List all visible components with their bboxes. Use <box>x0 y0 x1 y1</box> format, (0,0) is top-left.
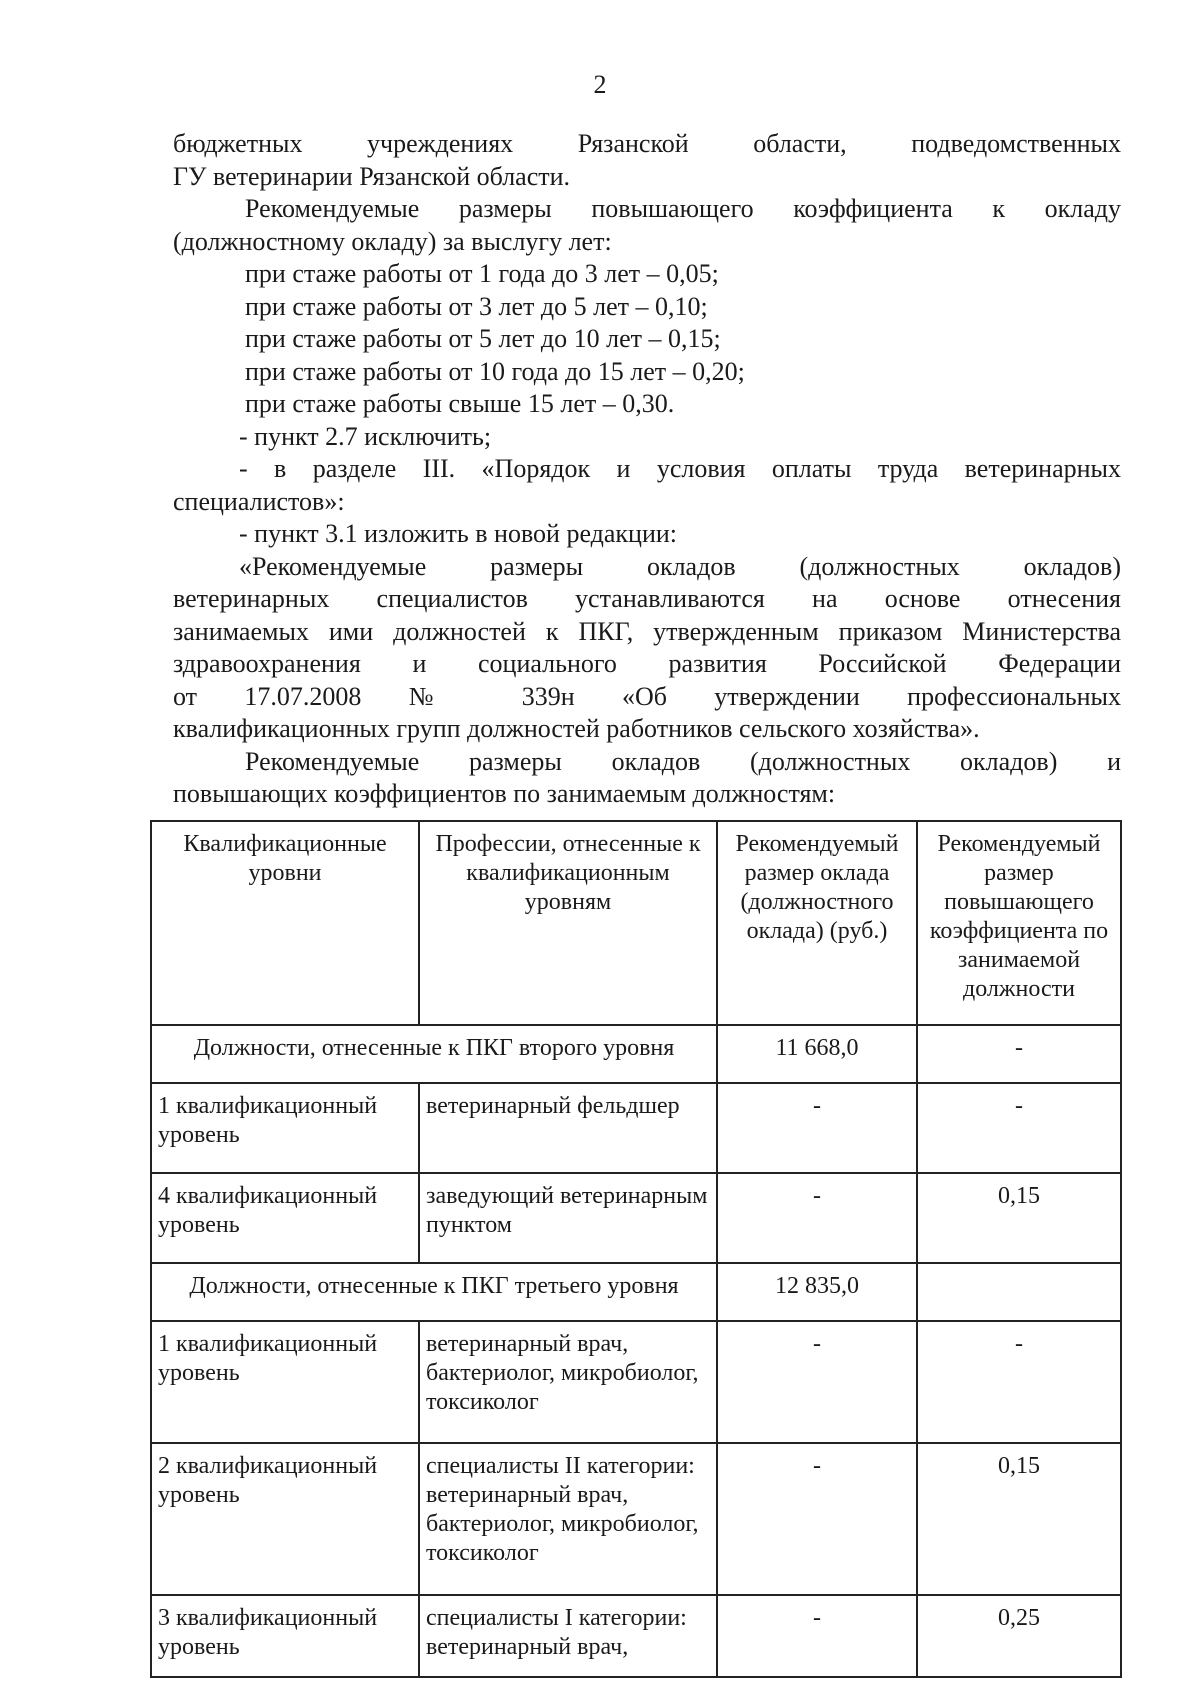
level-cell: 2 квалификационный уровень <box>151 1443 419 1595</box>
profession-cell: специалисты II категории: ветеринарный врач, бактериолог, микробиолог, токсиколог <box>419 1443 717 1595</box>
table-intro-line-1: Рекомендуемые размеры окладов (должностных окладов) и <box>245 746 1121 776</box>
salary-cell: - <box>717 1173 917 1263</box>
profession-cell: ветеринарный врач, бактериолог, микробиолог, токсиколог <box>419 1321 717 1443</box>
salary-cell: - <box>717 1321 917 1443</box>
intro-line-2: ГУ ветеринарии Рязанской области. <box>173 161 571 191</box>
section3-line-1: - в разделе III. «Порядок и условия оплаты труда ветеринарных <box>239 454 1121 483</box>
profession-cell: ветеринарный фельдшер <box>419 1083 717 1173</box>
document-body <box>173 128 1121 811</box>
group-label: Должности, отнесенные к ПКГ третьего уровня <box>151 1263 717 1321</box>
profession-cell: специалисты I категории: ветеринарный врач, <box>419 1595 717 1677</box>
group-salary: 11 668,0 <box>717 1025 917 1083</box>
item-3-1: - пункт 3.1 изложить в новой редакции: <box>239 519 678 548</box>
group-row-second-level <box>151 1025 1121 1083</box>
group-label: Должности, отнесенные к ПКГ второго уровня <box>151 1025 717 1083</box>
section3-line-2: специалистов»: <box>173 486 345 516</box>
quote-line: ветеринарных специалистов устанавливаются на основе отнесения <box>173 584 1121 613</box>
table-header-row <box>151 821 1121 1025</box>
header-salary: Рекомендуемый размер оклада (должностного оклада) (руб.) <box>717 821 917 1025</box>
coef-intro-line-2: (должностному окладу) за выслугу лет: <box>173 226 612 256</box>
header-qualification-levels: Квалификационные уровни <box>151 821 419 1025</box>
group-row-third-level <box>151 1263 1121 1321</box>
seniority-item: при стаже работы свыше 15 лет – 0,30. <box>245 389 675 418</box>
level-cell: 3 квалификационный уровень <box>151 1595 419 1677</box>
level-cell: 1 квалификационный уровень <box>151 1321 419 1443</box>
group-coef <box>917 1263 1121 1321</box>
quote-line: занимаемых ими должностей к ПКГ, утвержденным приказом Министерства <box>173 616 1121 646</box>
header-professions: Профессии, отнесенные к квалификационным уровням <box>419 821 717 1025</box>
coef-cell: 0,15 <box>917 1443 1121 1595</box>
seniority-item: при стаже работы от 1 года до 3 лет – 0,05; <box>245 259 719 288</box>
coef-cell: - <box>917 1321 1121 1443</box>
seniority-item: при стаже работы от 3 лет до 5 лет – 0,10; <box>245 291 708 321</box>
salary-cell: - <box>717 1083 917 1173</box>
table-intro-line-2: повышающих коэффициентов по занимаемым должностям: <box>173 779 836 808</box>
item-2-7: - пункт 2.7 исключить; <box>239 421 492 451</box>
coef-cell: 0,15 <box>917 1173 1121 1263</box>
page-number: 2 <box>593 70 607 99</box>
quote-line: от 17.07.2008 № 339н «Об утверждении профессиональных <box>173 681 1121 711</box>
coef-cell: - <box>917 1083 1121 1173</box>
level-cell: 1 квалификационный уровень <box>151 1083 419 1173</box>
table-row <box>151 1443 1121 1595</box>
header-coefficient: Рекомендуемый размер повышающего коэффициента по занимаемой должности <box>917 821 1121 1025</box>
seniority-item: при стаже работы от 10 года до 15 лет – 0,20; <box>245 356 745 386</box>
salary-cell: - <box>717 1595 917 1677</box>
salary-cell: - <box>717 1443 917 1595</box>
quote-line: квалификационных групп должностей работников сельского хозяйства». <box>173 714 980 743</box>
salary-table <box>150 820 1122 1678</box>
group-coef: - <box>917 1025 1121 1083</box>
level-cell: 4 квалификационный уровень <box>151 1173 419 1263</box>
profession-cell: заведующий ветеринарным пунктом <box>419 1173 717 1263</box>
table-row <box>151 1173 1121 1263</box>
table-row <box>151 1083 1121 1173</box>
quote-line: здравоохранения и социального развития Российской Федерации <box>173 649 1121 678</box>
table-row <box>151 1321 1121 1443</box>
coef-cell: 0,25 <box>917 1595 1121 1677</box>
quote-line: «Рекомендуемые размеры окладов (должностных окладов) <box>239 551 1121 581</box>
intro-line-1: бюджетных учреждениях Рязанской области, подведомственных <box>173 129 1121 158</box>
seniority-item: при стаже работы от 5 лет до 10 лет – 0,15; <box>245 324 721 353</box>
group-salary: 12 835,0 <box>717 1263 917 1321</box>
table-row <box>151 1595 1121 1677</box>
coef-intro-line-1: Рекомендуемые размеры повышающего коэффициента к окладу <box>245 194 1121 223</box>
